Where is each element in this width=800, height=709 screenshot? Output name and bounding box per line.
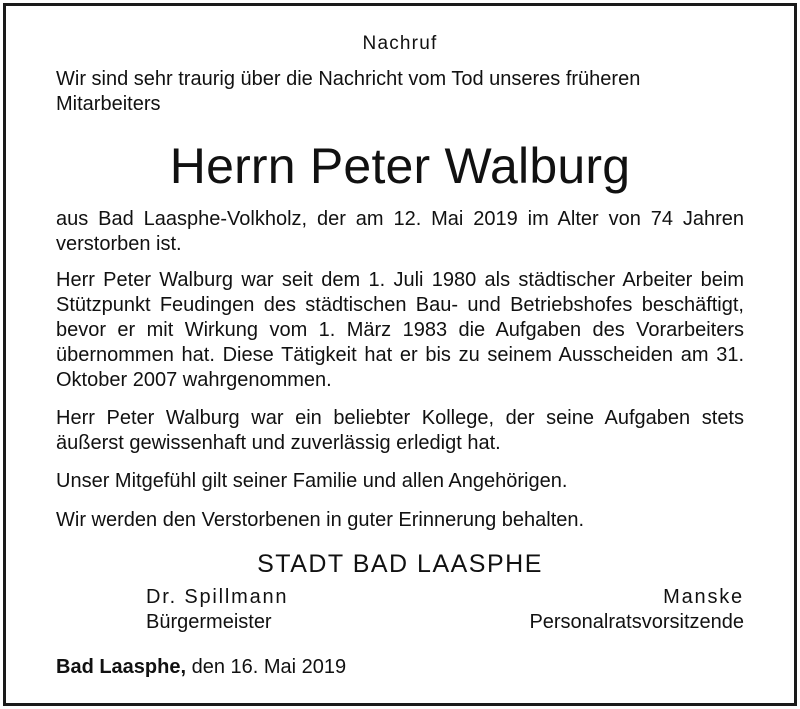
closing-place: Bad Laasphe, xyxy=(56,656,187,678)
signatory-mayor xyxy=(146,585,288,635)
paragraph-career: Herr Peter Walburg war seit dem 1. Juli 1980 als städtischer Arbeiter beim Stützpunkt Feudingen des städtischen Bau- und Betriebshofes beschäftigt, bevor er mit Wirkung vom 1. März 1983 die Aufgaben des Vorarbeiters übernommen hat. Diese Tätigkeit hat er bis zu seinem Ausscheiden am 31. Oktober 2007 wahrgenommen. xyxy=(56,269,744,391)
intro-text: Wir sind sehr traurig über die Nachricht vom Tod unseres früheren Mitarbeiters xyxy=(56,68,641,115)
closing-line xyxy=(56,655,346,680)
signatory-title: Bürgermeister xyxy=(146,611,272,633)
deceased-name: Herrn Peter Walburg xyxy=(169,138,631,194)
closing-date: den 16. Mai 2019 xyxy=(186,656,347,678)
notice-heading: Nachruf xyxy=(362,33,438,54)
paragraph-memory: Wir werden den Verstorbenen in guter Erinnerung behalten. xyxy=(56,509,585,531)
paragraph-colleague: Herr Peter Walburg war ein beliebter Kollege, der seine Aufgaben stets äußerst gewissenhaft und zuverlässig erledigt hat. xyxy=(56,407,744,454)
signatory-title: Personalratsvorsitzende xyxy=(529,611,744,633)
signatory-name: Dr. Spillmann xyxy=(146,586,289,608)
signatory-council-chair xyxy=(529,585,744,635)
organization-name: STADT BAD LAASPHE xyxy=(257,550,543,578)
signatory-name: Manske xyxy=(663,586,744,608)
paragraph-condolence: Unser Mitgefühl gilt seiner Familie und allen Angehörigen. xyxy=(56,470,568,492)
paragraph-origin: aus Bad Laasphe-Volkholz, der am 12. Mai 2019 im Alter von 74 Jahren verstorben ist. xyxy=(56,208,744,255)
